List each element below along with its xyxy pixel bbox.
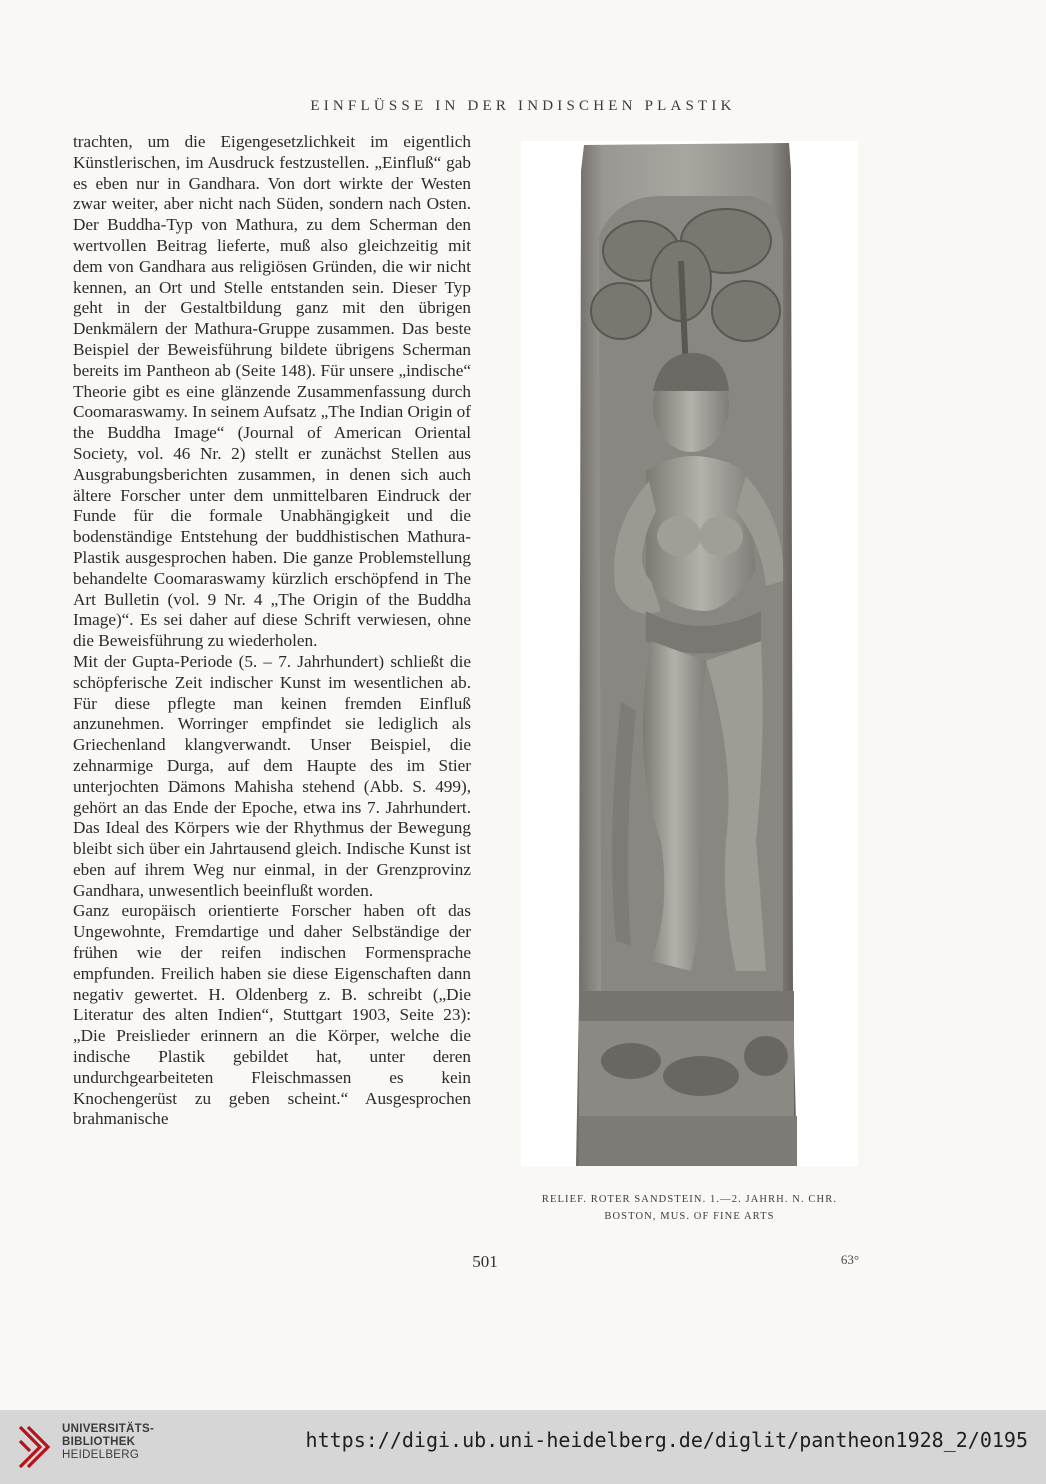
library-line-1: UNIVERSITÄTS- [62,1423,155,1435]
library-line-2: BIBLIOTHEK [62,1436,136,1448]
body-text-column [73,132,471,1130]
relief-sandstone-image [521,141,858,1166]
library-name [62,1423,154,1462]
signature-mark: 63° [840,1252,860,1267]
paragraph-2: Mit der Gupta-Periode (5. – 7. Jahrhundert) schließt die schöpferische Zeit indischer Kunst im wesentlichen ab. Für diese pflegte man keinen fremden Einfluß anzunehmen. Worringer empfindet sie lediglich als Griechenland klangverwandt. Unser Beispiel, die zehnarmige Durga, auf dem Haupte des im Stier unterjochten Dämons Mahisha stehend (Abb. S. 499), gehört an das Ende der Epoche, etwa ins 7. Jahrhundert. Das Ideal des Körpers wie der Rhythmus der Bewegung bleibt sich über ein Jahrtausend gleich. Indische Kunst ist eben auf ihrem Weg nur einmal, in der Grenzprovinz Gandhara, unwesentlich beeinflußt worden. [73,651,471,900]
running-head: EINFLÜSSE IN DER INDISCHEN PLASTIK [310,98,736,114]
paragraph-3: Ganz europäisch orientierte Forscher haben oft das Ungewohnte, Fremdartige und daher Selbständige der frühen wie der reifen indischen Formensprache empfunden. Freilich haben sie diese Eigenschaften dann negativ gewertet. H. Oldenberg z. B. schreibt („Die Literatur des alten Indien“, Stuttgart 1903, Seite 23): „Die Preislieder erinnern an die Körper, welche die indische Plastik gebildet hat, unter deren undurchgearbeiteten Fleischmassen es kein Knochengerüst zu geben scheint.“ Ausgesprochen brahmanische [73,901,471,1129]
library-line-3: HEIDELBERG [62,1449,140,1461]
caption-line-1: RELIEF. ROTER SANDSTEIN. 1.—2. JAHRH. N. CHR. [541,1194,838,1205]
relief-photograph [521,141,858,1166]
source-url-link[interactable]: https://digi.ub.uni-heidelberg.de/diglit/pantheon1928_2/0195 [305,1428,1028,1452]
university-library-logo-icon [16,1419,56,1471]
page-number: 501 [472,1252,498,1271]
figure-caption [521,1191,858,1225]
footer-bar [0,1410,1046,1484]
paragraph-1: trachten, um die Eigengesetzlichkeit im eigentlich Künstlerischen, im Ausdruck festzustellen. „Einfluß“ gab es eben nur in Gandhara. Von dort wirkte der Westen zwar weiter, aber nicht nach Süden, sondern nach Osten. Der Buddha-Typ von Mathura, zu dem Scherman den wertvollen Beitrag lieferte, muß also gleichzeitig mit dem von Gandhara aus religiösen Gründen, die wir nicht kennen, an Ort und Stelle entstanden sein. Dieser Typ geht in der Gestaltbildung ganz mit den übrigen Denkmälern der Mathura-Gruppe zusammen. Das beste Beispiel der Beweisführung bildete übrigens Scherman bereits im Pantheon ab (Seite 148). Für unsere „indische“ Theorie gibt es eine glänzende Zusammenfassung durch Coomaraswamy. In seinem Aufsatz „The Indian Origin of the Buddha Image“ (Journal of American Oriental Society, vol. 46 Nr. 2) stellt er zunächst Stellen aus Ausgrabungsberichten zusammen, in denen sich auch ältere Forscher unter dem unmittelbaren Eindruck der Funde für die formale Unabhängigkeit und die bodenständige Entstehung der buddhistischen Mathura-Plastik ausgesprochen haben. Die ganze Problemstellung behandelte Coomaraswamy kürzlich erschöpfend in The Art Bulletin (vol. 9 Nr. 4 „The Origin of the Buddha Image)“. Es sei daher auf diese Schrift verwiesen, ohne die Beweisführung zu wiederholen. [73,132,471,651]
caption-line-2: BOSTON, MUS. OF FINE ARTS [604,1211,775,1222]
